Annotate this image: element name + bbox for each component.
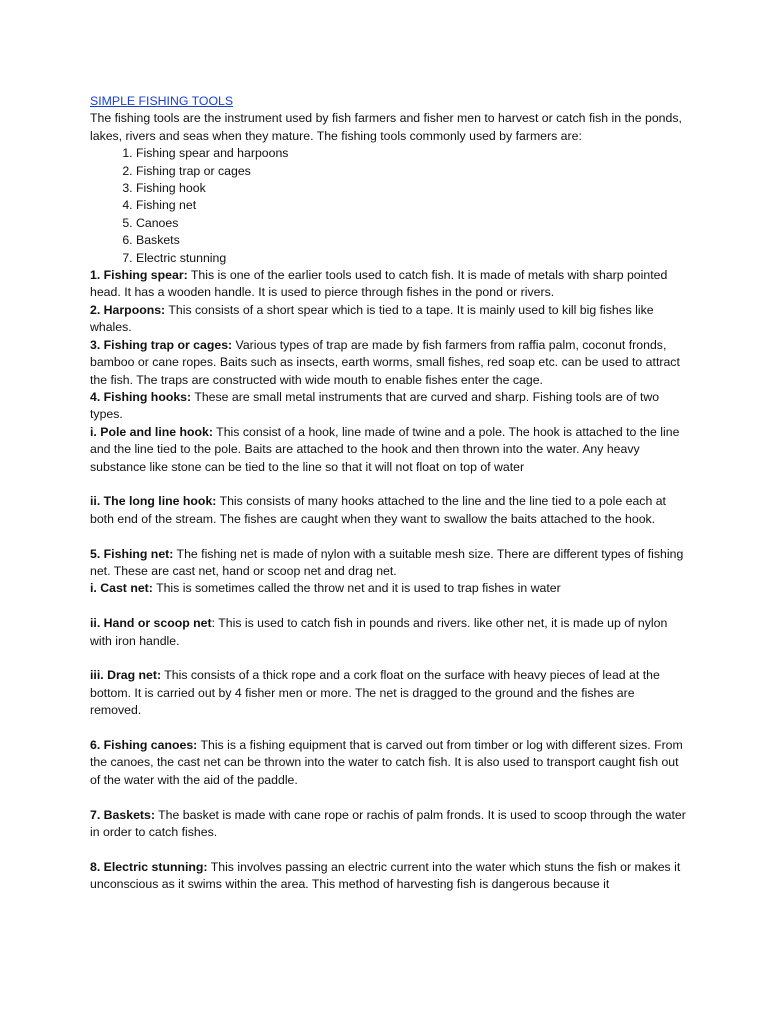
paragraph-gap — [90, 598, 688, 615]
tools-list — [90, 145, 688, 267]
section-pole-line-hook — [90, 424, 688, 476]
section-body: The fishing net is made of nylon with a suitable mesh size. There are different types of fishing net. These are cast net, hand or scoop net and drag net. — [90, 546, 684, 578]
section-fishing-hooks — [90, 389, 688, 424]
section-body: This consists of a thick rope and a cork float on the surface with heavy pieces of lead at the bottom. It is carried out by 4 fisher men or more. The net is dragged to the ground and the fishes are removed. — [90, 668, 660, 718]
section-body: These are small metal instruments that are curved and sharp. Fishing tools are of two types. — [90, 389, 660, 422]
paragraph-gap — [90, 650, 688, 667]
section-body: This consist of a hook, line made of twine and a pole. The hook is attached to the line and the line tied to the pole. Baits are attached to the hook and then thrown into the water. Any heavy substance like stone can be tied to the line so that it will not float on top of water — [90, 424, 680, 474]
section-heading: 6. Fishing canoes: — [90, 737, 198, 752]
section-baskets — [90, 807, 688, 842]
section-heading: 2. Harpoons: — [90, 302, 166, 317]
list-item: 4. Fishing net — [136, 197, 688, 214]
section-cast-net — [90, 580, 688, 597]
section-heading: 8. Electric stunning: — [90, 859, 208, 874]
section-body: This consists of many hooks attached to the line and the line tied to a pole each at both end of the stream. The fishes are caught when they want to swallow the baits attached to the hook. — [90, 494, 666, 526]
section-long-line-hook — [90, 493, 688, 528]
section-body: This is a fishing equipment that is carved out from timber or log with different sizes. From the canoes, the cast net can be thrown into the water to catch fish. It is also used to transport caught fish out of the water with the aid of the paddle. — [90, 737, 683, 787]
section-body: Various types of trap are made by fish farmers from raffia palm, coconut fronds, bamboo or cane ropes. Baits such as insects, earth worms, small fishes, red soap etc. can be used to attract the fish. The traps are constructed with wide mouth to enable fishes enter the cage. — [90, 337, 680, 387]
list-item: 6. Baskets — [136, 232, 688, 249]
paragraph-gap — [90, 476, 688, 493]
section-fishing-trap — [90, 337, 688, 389]
section-fishing-spear — [90, 267, 688, 302]
section-electric-stunning — [90, 859, 688, 894]
section-heading: 1. Fishing spear: — [90, 268, 188, 283]
section-heading: 4. Fishing hooks: — [90, 389, 192, 404]
paragraph-gap — [90, 720, 688, 737]
section-body: The basket is made with cane rope or rachis of palm fronds. It is used to scoop through the water in order to catch fishes. — [90, 807, 686, 839]
intro-paragraph: The fishing tools are the instrument used by fish farmers and fisher men to harvest or catch fish in the ponds, lakes, rivers and seas when they mature. The fishing tools commonly used by farmers are: — [90, 111, 682, 143]
section-heading: i. Pole and line hook: — [90, 424, 213, 439]
section-fishing-canoes — [90, 737, 688, 789]
section-heading: 7. Baskets: — [90, 807, 155, 822]
list-item: 3. Fishing hook — [136, 180, 688, 197]
document-title[interactable]: SIMPLE FISHING TOOLS — [90, 94, 234, 108]
section-heading: iii. Drag net: — [90, 668, 162, 683]
section-heading: 3. Fishing trap or cages: — [90, 337, 233, 352]
list-item: 5. Canoes — [136, 215, 688, 232]
paragraph-gap — [90, 528, 688, 545]
section-heading: ii. Hand or scoop net — [90, 616, 212, 631]
section-body: This is sometimes called the throw net and it is used to trap fishes in water — [152, 581, 561, 596]
section-heading: 5. Fishing net: — [90, 546, 174, 561]
section-harpoons — [90, 302, 688, 337]
list-item: 1. Fishing spear and harpoons — [136, 145, 688, 162]
section-body: This consists of a short spear which is tied to a tape. It is mainly used to kill big fishes like whales. — [90, 302, 654, 335]
section-body: This involves passing an electric current into the water which stuns the fish or makes it unconscious as it swims within the area. This method of harvesting fish is dangerous because it — [90, 859, 681, 892]
section-body: : This is used to catch fish in pounds and rivers. like other net, it is made up of nylon with iron handle. — [90, 616, 668, 648]
section-body: This is one of the earlier tools used to catch fish. It is made of metals with sharp pointed head. It has a wooden handle. It is used to pierce through fishes in the pond or rivers. — [90, 268, 668, 300]
section-scoop-net — [90, 615, 688, 650]
section-heading: ii. The long line hook: — [90, 494, 217, 509]
section-drag-net — [90, 667, 688, 719]
paragraph-gap — [90, 841, 688, 858]
list-item: 7. Electric stunning — [136, 250, 688, 267]
section-fishing-net — [90, 546, 688, 581]
section-heading: i. Cast net: — [90, 581, 153, 596]
list-item: 2. Fishing trap or cages — [136, 163, 688, 180]
paragraph-gap — [90, 789, 688, 806]
